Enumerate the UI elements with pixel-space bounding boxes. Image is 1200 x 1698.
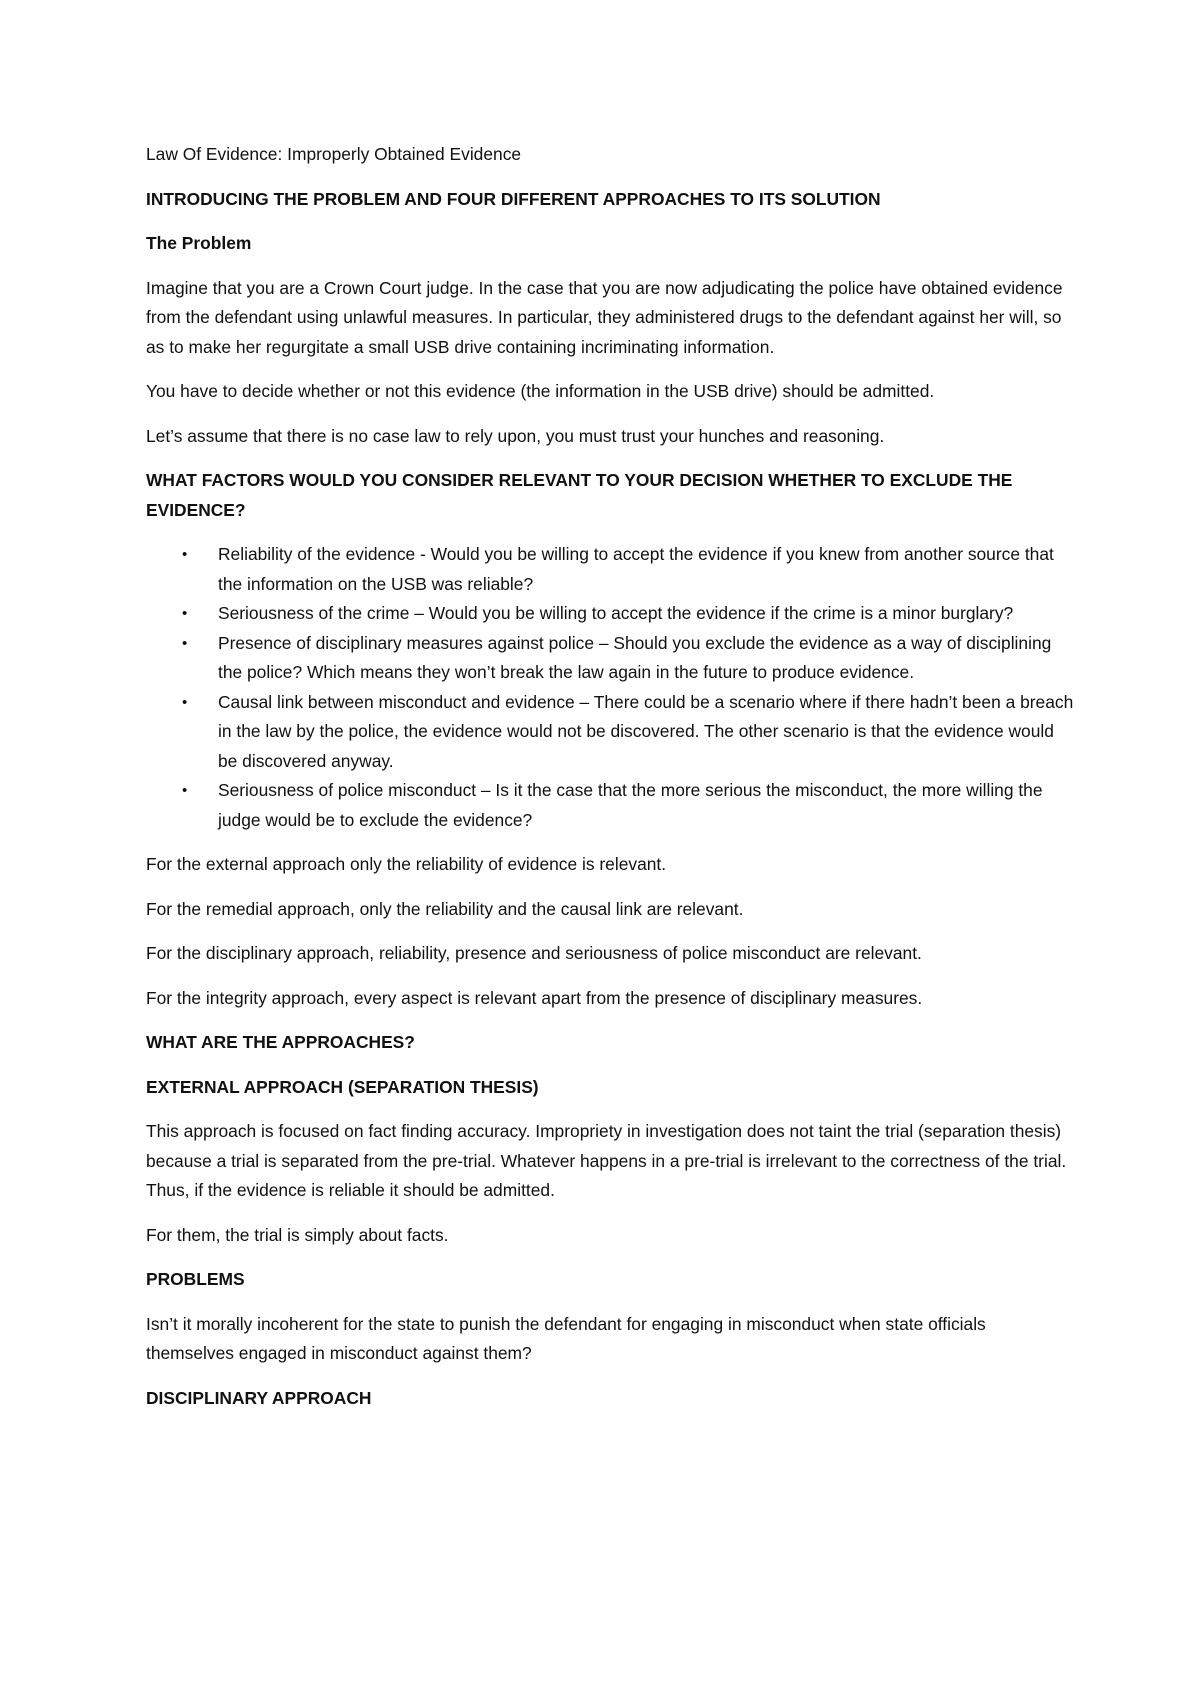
list-item [146, 540, 1076, 599]
factors-list [146, 540, 1076, 835]
paragraph-incoherent: Isn’t it morally incoherent for the state to punish the defendant for engaging in misconduct when state officials themselves engaged in misconduct against them? [146, 1313, 986, 1363]
list-item [146, 629, 1076, 688]
document-title: Law Of Evidence: Improperly Obtained Evidence [146, 144, 522, 164]
list-item-text: Seriousness of the crime – Would you be willing to accept the evidence if the crime is a minor burglary? [218, 603, 1014, 623]
paragraph-assume: Let’s assume that there is no case law to rely upon, you must trust your hunches and reasoning. [146, 425, 885, 446]
paragraph-disciplinary: For the disciplinary approach, reliability, presence and seriousness of police misconduct are relevant. [146, 943, 922, 963]
bullet-icon: • [182, 782, 188, 799]
paragraph-remedial: For the remedial approach, only the reliability and the causal link are relevant. [146, 898, 744, 919]
list-item [146, 688, 1076, 777]
document-page [146, 140, 1076, 1428]
paragraph-focus: This approach is focused on fact finding accuracy. Impropriety in investigation does not taint the trial (separation thesis) because a trial is separated from the pre-trial. Whatever happens in a pre-trial is irrelevant to the correctness of the trial. Thus, if the evidence is reliable it should be admitted. [146, 1121, 1067, 1200]
list-item-text: Reliability of the evidence - Would you be willing to accept the evidence if you knew from another source that the information on the USB was reliable? [218, 544, 1054, 594]
bullet-icon: • [182, 634, 188, 652]
paragraph-external: For the external approach only the reliability of evidence is relevant. [146, 854, 667, 874]
bullet-icon: • [182, 605, 188, 622]
heading-approaches: WHAT ARE THE APPROACHES? [146, 1032, 415, 1052]
heading-problems: PROBLEMS [146, 1269, 245, 1289]
bullet-icon: • [182, 693, 188, 711]
list-item-text: Seriousness of police misconduct – Is it the case that the more serious the misconduct, the more willing the judge would be to exclude the evidence? [218, 780, 1043, 830]
heading-intro: INTRODUCING THE PROBLEM AND FOUR DIFFERENT APPROACHES TO ITS SOLUTION [146, 188, 881, 209]
paragraph-imagine: Imagine that you are a Crown Court judge. In the case that you are now adjudicating the police have obtained evidence from the defendant using unlawful measures. In particular, they administered drugs to the defendant against her will, so as to make her regurgitate a small USB drive containing incriminating information. [146, 277, 1063, 357]
paragraph-facts: For them, the trial is simply about facts. [146, 1224, 449, 1245]
heading-the-problem: The Problem [146, 233, 252, 253]
heading-external-approach: EXTERNAL APPROACH (SEPARATION THESIS) [146, 1076, 539, 1097]
bullet-icon: • [182, 546, 188, 563]
list-item [146, 776, 1076, 835]
paragraph-decide: You have to decide whether or not this evidence (the information in the USB drive) should be admitted. [146, 381, 935, 401]
paragraph-integrity: For the integrity approach, every aspect is relevant apart from the presence of disciplinary measures. [146, 987, 923, 1008]
list-item-text: Causal link between misconduct and evidence – There could be a scenario where if there hadn’t been a breach in the law by the police, the evidence would not be discovered. The other scenario is that the evidence would be discovered anyway. [218, 691, 1074, 771]
heading-disciplinary-approach: DISCIPLINARY APPROACH [146, 1387, 372, 1408]
heading-factors: WHAT FACTORS WOULD YOU CONSIDER RELEVANT TO YOUR DECISION WHETHER TO EXCLUDE THE EVIDENCE? [146, 470, 1013, 520]
list-item [146, 599, 1076, 629]
list-item-text: Presence of disciplinary measures against police – Should you exclude the evidence as a way of disciplining the police? Which means they won’t break the law again in the future to produce evidence. [218, 632, 1052, 682]
